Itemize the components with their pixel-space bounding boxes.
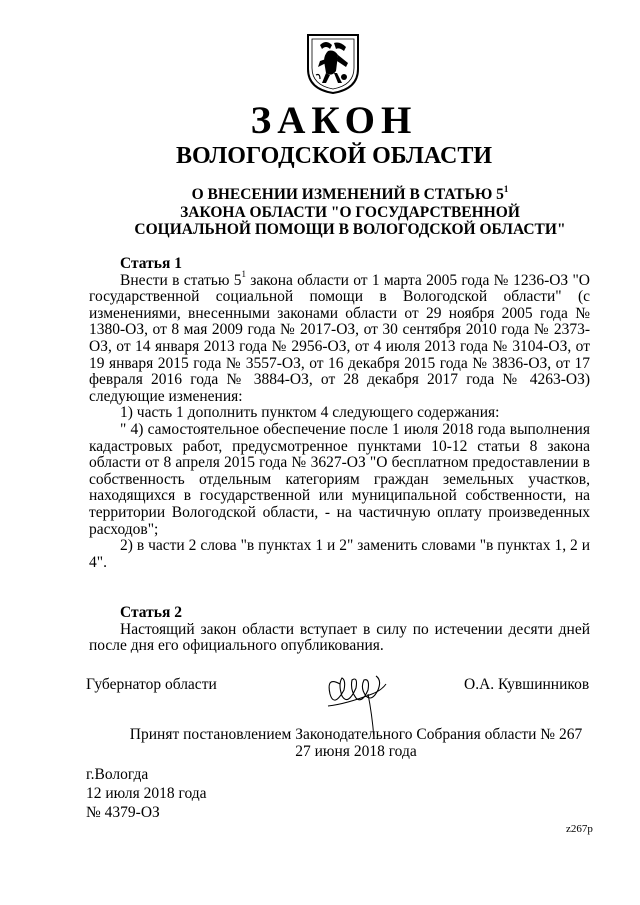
document-code: z267p: [566, 823, 593, 835]
adoption-line-1: Принят постановлением Законодательного Собрания области № 267: [129, 726, 583, 743]
region-title: ВОЛОГОДСКОЙ ОБЛАСТИ: [175, 143, 493, 169]
article-1-item-1: 1) часть 1 дополнить пунктом 4 следующего содержания:: [120, 404, 500, 422]
subtitle-line-2: ЗАКОНА ОБЛАСТИ "О ГОСУДАРСТВЕННОЙ: [180, 203, 520, 221]
adoption-note: [86, 726, 626, 760]
article-2-text: Настоящий закон области вступает в силу по истечении десяти дней после дня его официального опубликования.: [89, 620, 590, 655]
article-1-heading: Статья 1: [120, 255, 182, 272]
adoption-date: 27 июня 2018 года: [295, 743, 417, 760]
article-1-intro-superscript: 1: [241, 269, 246, 280]
article-1-quoted-point: " 4) самостоятельное обеспечение после 1 июля 2018 года выполнения кадастровых работ, предусмотренное пунктами 10-12 статьи 8 закона области от 8 апреля 2015 года № 3627-ОЗ "О бесплатном предоставлении в собственность отдельным категориям граждан земельных участков, находящихся в государственной или муниципальной собственности, на территории Вологодской области, - на частичную оплату произведенных расходов";: [89, 420, 590, 538]
article-1-intro-rest: закона области от 1 марта 2005 года № 1236-ОЗ "О государственной социальной помощи в Вологодской области" (с изменениями, внесенными законами области от 29 ноября 2005 года № 1380-ОЗ, от 8 мая 2009 года № 2017-ОЗ, от 30 сентября 2010 года № 2373-ОЗ, от 14 января 2013 года № 2956-ОЗ, от 4 июля 2013 года № 3104-ОЗ, от 19 января 2015 года № 3557-ОЗ, от 16 декабря 2015 года № 3836-ОЗ, от 17 февраля 2016 года № 3884-ОЗ, от 28 декабря 2017 года № 4263-ОЗ) следующие изменения:: [89, 271, 590, 405]
subtitle-superscript: 1: [503, 183, 509, 194]
article-1-item-2: 2) в части 2 слова "в пунктах 1 и 2" заменить словами "в пунктах 1, 2 и 4".: [89, 537, 590, 571]
governor-label: Губернатор области: [86, 676, 217, 693]
law-number: № 4379-ОЗ: [86, 804, 160, 821]
subtitle-line-3: СОЦИАЛЬНОЙ ПОМОЩИ В ВОЛОГОДСКОЙ ОБЛАСТИ": [134, 221, 566, 238]
issue-date: 12 июля 2018 года: [86, 785, 207, 802]
issue-details: [86, 765, 207, 822]
law-subtitle: [90, 183, 610, 239]
governor-name: О.А. Кувшинников: [464, 676, 590, 693]
article-2-heading: Статья 2: [120, 604, 182, 622]
issue-city: г.Вологда: [86, 766, 149, 783]
article-1-intro: [89, 269, 590, 406]
document-type-title: ЗАКОН: [250, 99, 418, 142]
article-1-intro-start: Внести в статью 5: [120, 271, 242, 289]
subtitle-line-1: О ВНЕСЕНИИ ИЗМЕНЕНИЙ В СТАТЬЮ 5: [191, 186, 504, 203]
coat-of-arms-icon: [306, 33, 360, 95]
law-body: [89, 256, 590, 655]
